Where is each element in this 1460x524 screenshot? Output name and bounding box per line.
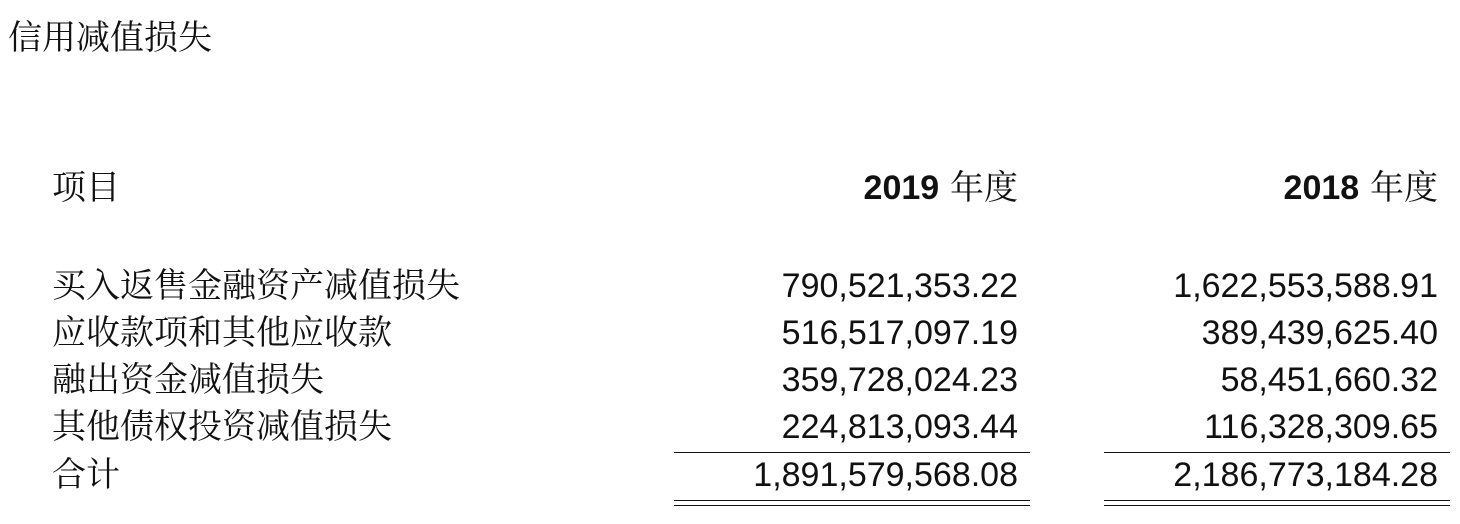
row-value-2019: 359,728,024.23 [781,361,1018,399]
row-value-2019: 790,521,353.22 [781,267,1018,305]
header-2018 [1284,168,1438,208]
header-2018-year: 2018 [1283,169,1360,207]
header-2018-suffix: 年度 [1359,168,1438,208]
row-value-2018: 389,439,625.40 [1201,314,1438,352]
row-label: 其他债权投资减值损失 [52,407,392,447]
row-value-2019: 516,517,097.19 [781,314,1018,352]
total-value-2018: 2,186,773,184.28 [1173,456,1438,494]
row-value-2018: 116,328,309.65 [1204,408,1438,446]
row-value-2018: 58,451,660.32 [1220,361,1438,399]
total-double-rule-2018-top [1104,500,1450,501]
total-label: 合计 [52,455,120,495]
total-double-rule-2019-bottom [674,505,1030,506]
subtotal-rule-2018 [1104,452,1450,453]
row-value-2019: 224,813,093.44 [781,408,1018,446]
total-value-2019: 1,891,579,568.08 [753,456,1018,494]
header-2019 [864,168,1018,208]
total-double-rule-2018-bottom [1104,505,1450,506]
header-item-label: 项目 [52,168,120,208]
header-2019-suffix: 年度 [939,168,1018,208]
total-double-rule-2019-top [674,500,1030,501]
row-label: 买入返售金融资产减值损失 [52,266,460,306]
row-value-2018: 1,622,553,588.91 [1173,267,1438,305]
section-title: 信用减值损失 [8,18,212,58]
row-label: 应收款项和其他应收款 [52,313,392,353]
row-label: 融出资金减值损失 [52,360,324,400]
subtotal-rule-2019 [674,452,1030,453]
header-2019-year: 2019 [863,169,940,207]
